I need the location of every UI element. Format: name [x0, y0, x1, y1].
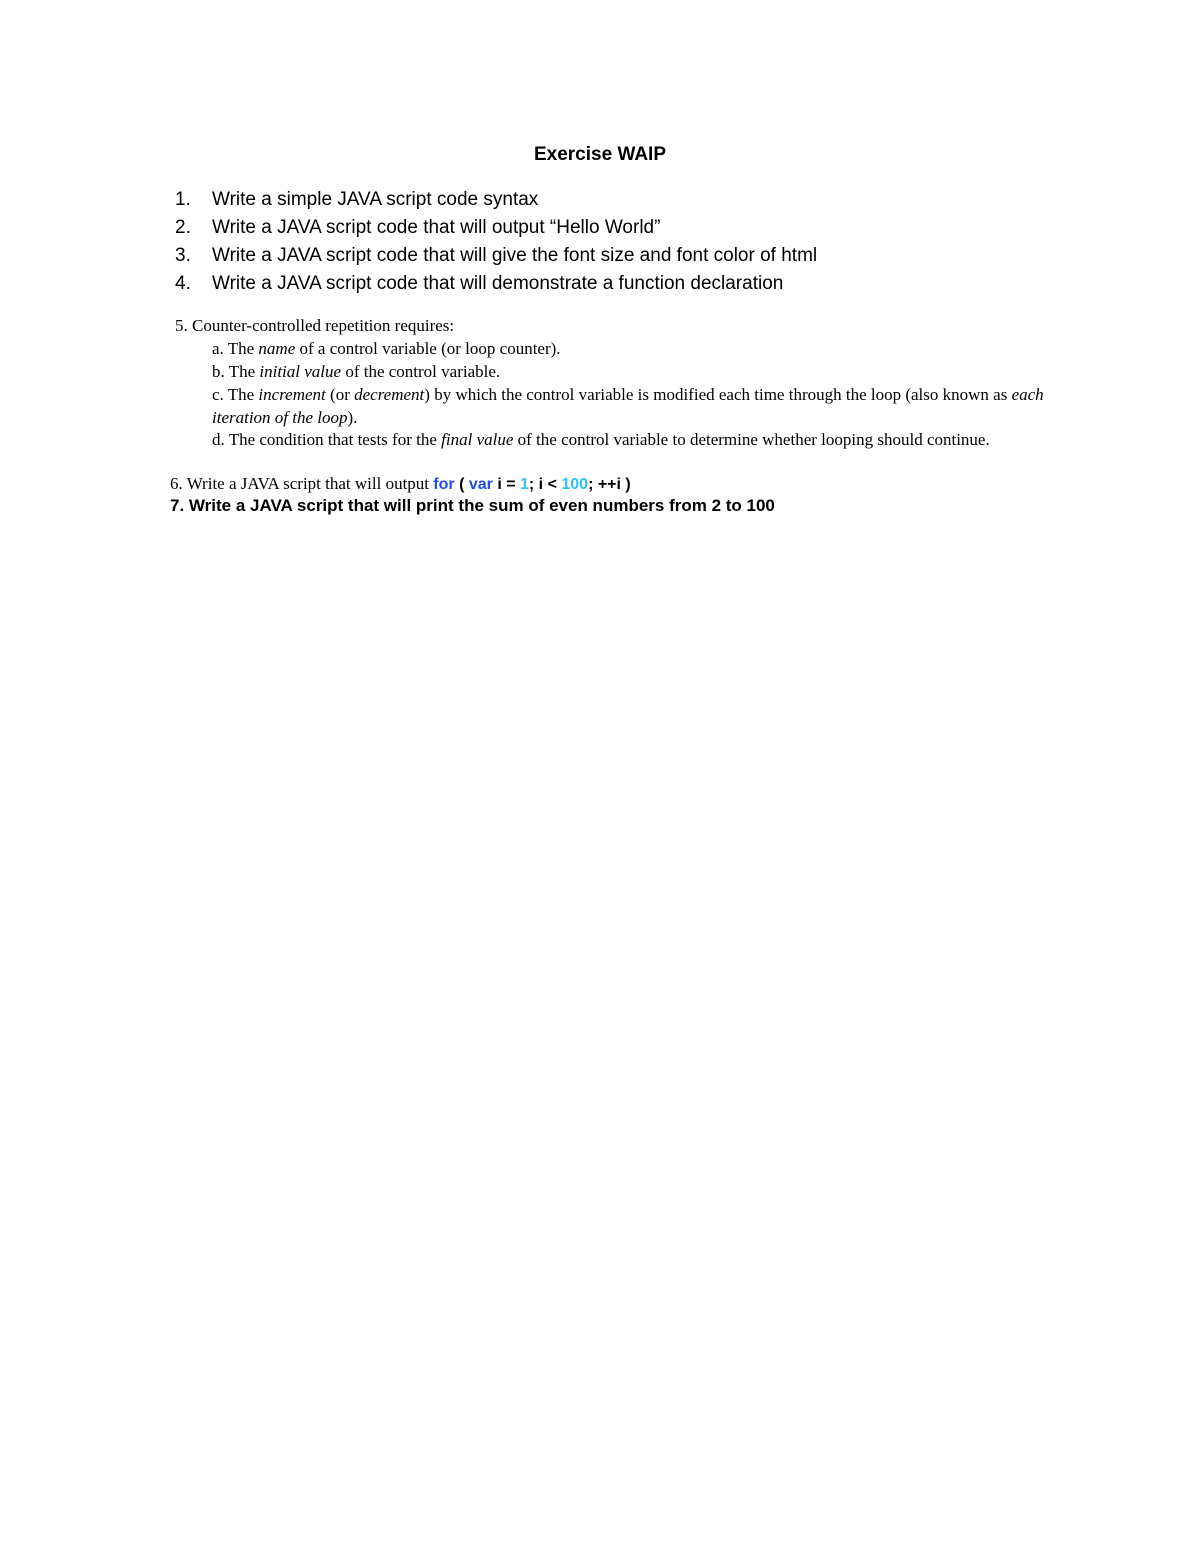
list-item-number: 1. [175, 189, 191, 210]
code-text: ; i < [528, 476, 562, 493]
item-text: of the control variable. [341, 362, 501, 381]
item-text: a. The [212, 339, 259, 358]
item-text: of a control variable (or loop counter). [295, 339, 561, 358]
question-7: 7. Write a JAVA script that will print the sum of even numbers from 2 to 100 [170, 496, 775, 515]
question-5-intro: 5. Counter-controlled repetition requires: [175, 316, 455, 335]
code-text: ( [454, 476, 469, 493]
code-number: 100 [561, 476, 589, 493]
code-number: 1 [520, 476, 529, 493]
item-emphasis: each iteration of the loop [212, 385, 1044, 427]
code-text: ; ++i ) [588, 476, 631, 493]
item-text: (or [325, 385, 355, 404]
item-emphasis: increment [258, 385, 326, 404]
item-text: of the control variable to determine whether looping should continue. [513, 430, 990, 449]
item-emphasis: initial value [259, 362, 342, 381]
item-text: ) by which the control variable is modified each time through the loop (also known as [424, 385, 1012, 404]
list-item-number: 3. [175, 245, 191, 266]
code-text: i = [492, 476, 520, 493]
question-5-item-a [212, 337, 1062, 360]
code-snippet [433, 476, 630, 493]
question-5-item-c [212, 383, 1062, 429]
question-5-item-d [212, 428, 1062, 451]
item-emphasis: final value [441, 430, 514, 449]
list-item-text: Write a JAVA script code that will demonstrate a function declaration [212, 273, 784, 294]
item-text: ). [347, 408, 358, 427]
list-item-text: Write a JAVA script code that will give the font size and font color of html [212, 245, 818, 266]
item-text: d. The condition that tests for the [212, 430, 442, 449]
item-emphasis: decrement [354, 385, 425, 404]
list-item-text: Write a simple JAVA script code syntax [212, 189, 539, 210]
code-keyword-for: for [433, 476, 455, 493]
item-text: b. The [212, 362, 260, 381]
list-item-number: 4. [175, 273, 191, 294]
list-item-number: 2. [175, 217, 191, 238]
page-title: Exercise WAIP [533, 144, 667, 165]
question-5-item-b [212, 360, 1062, 383]
item-emphasis: name [258, 339, 296, 358]
question-6-text: 6. Write a JAVA script that will output [170, 474, 434, 493]
list-item-text: Write a JAVA script code that will output “Hello World” [212, 217, 661, 238]
code-keyword-var: var [468, 476, 493, 493]
item-text: c. The [212, 385, 259, 404]
question-6 [170, 472, 631, 496]
